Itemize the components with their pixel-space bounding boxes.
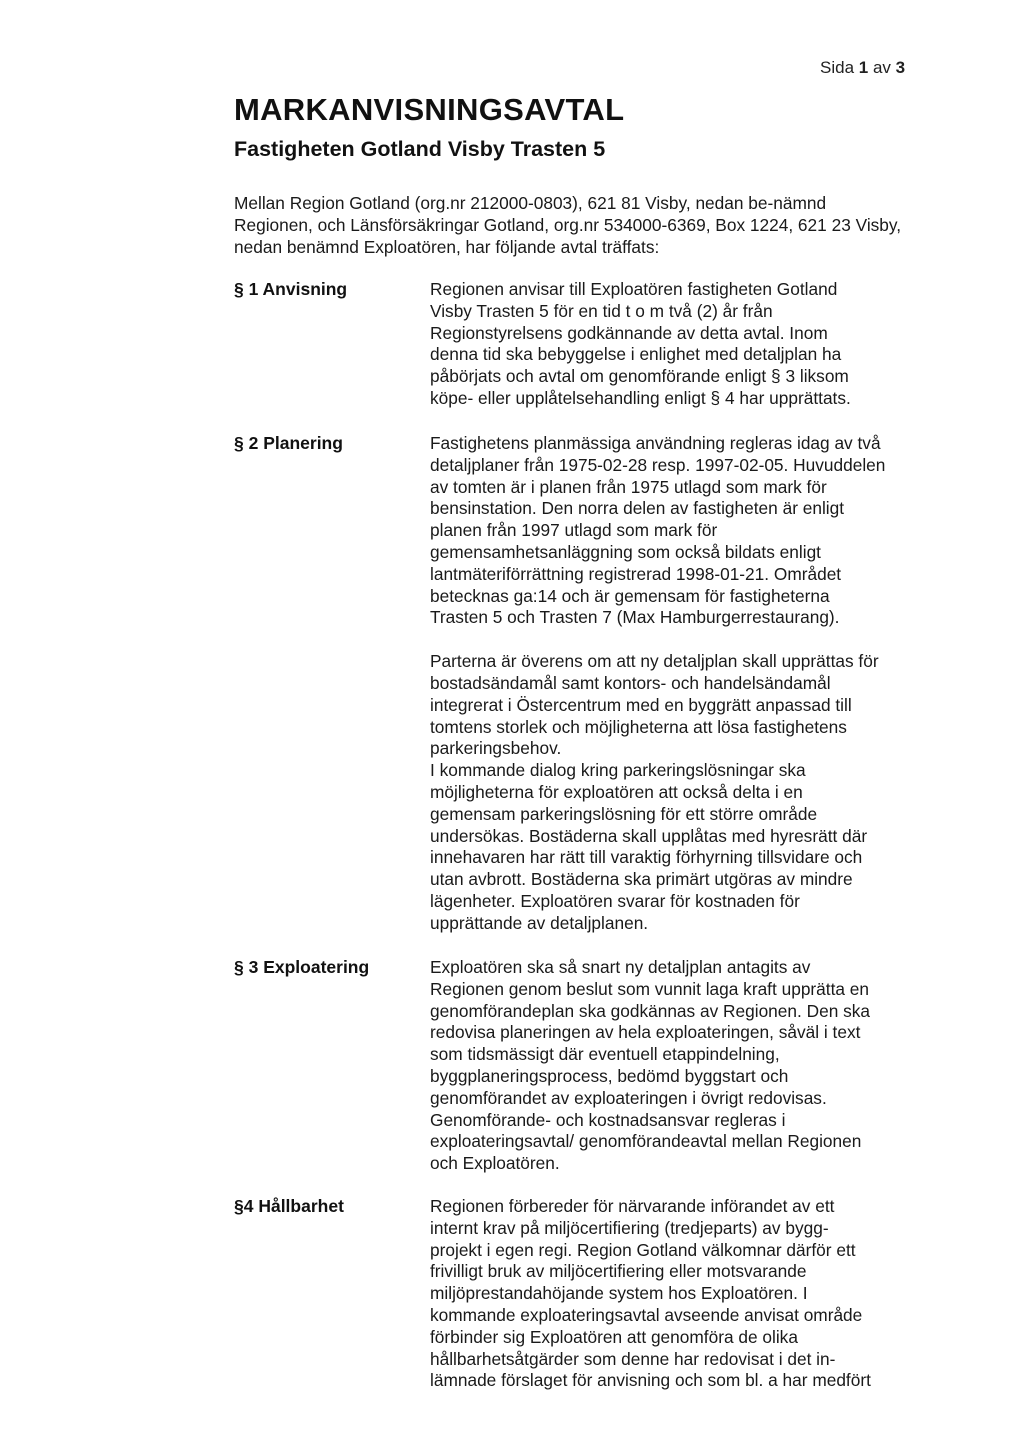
body-line: köpe- eller upplåtelsehandling enligt § 4 har upprättats.: [430, 387, 851, 408]
page-current: 1: [858, 58, 869, 77]
body-line: Fastighetens planmässiga användning regleras idag av två: [430, 433, 881, 453]
body-line: byggplaneringsprocess, bedömd byggstart och: [430, 1065, 789, 1086]
body-line: innehavaren har rätt till varaktig förhyrning tillsvidare och: [430, 847, 863, 868]
body-line: planen från 1997 utlagd som mark för: [430, 520, 718, 541]
body-line: denna tid ska bebyggelse i enlighet med detaljplan ha: [430, 344, 842, 365]
body-line: gemensamhetsanläggning som också bildats enligt: [430, 541, 821, 562]
body-line: upprättande av detaljplanen.: [430, 912, 649, 933]
body-line: påbörjats och avtal om genomförande enligt § 3 liksom: [430, 366, 849, 387]
document-subtitle: Fastigheten Gotland Visby Trasten 5: [234, 137, 606, 161]
body-line: detaljplaner från 1975-02-28 resp. 1997-02-05. Huvuddelen: [430, 454, 886, 475]
body-line: internt krav på miljöcertifiering (tredjeparts) av bygg-: [430, 1217, 829, 1238]
body-line: Regionen anvisar till Exploatören fastigheten Gotland: [430, 279, 838, 299]
body-line: utan avbrott. Bostäderna ska primärt utgöras av mindre: [430, 869, 853, 890]
body-line: Trasten 5 och Trasten 7 (Max Hamburgerrestaurang).: [430, 607, 840, 628]
body-line: genomförandeplan ska godkännas av Regionen. Den ska: [430, 1000, 871, 1021]
intro-paragraph: [234, 192, 904, 258]
section-paragraph: [430, 651, 935, 934]
intro-line: 23 Visby, nedan benämnd Exploatören, har följande avtal träffats:: [234, 215, 902, 257]
body-line: Regionen genom beslut som vunnit laga kraft upprätta en: [430, 978, 870, 999]
body-line: och Exploatören.: [430, 1153, 560, 1174]
page-prefix: Sida: [820, 58, 855, 77]
body-line: kommande exploateringsavtal avseende anvisat område: [430, 1304, 863, 1325]
document-title: MARKANVISNINGSAVTAL: [234, 92, 625, 127]
body-line: bensinstation. Den norra delen av fastigheten är enligt: [430, 498, 845, 519]
section-paragraph: [430, 1196, 935, 1392]
body-line: gemensam parkeringslösning för ett större område: [430, 803, 818, 824]
body-line: integrerat i Östercentrum med en byggrätt anpassad till: [430, 694, 852, 715]
body-line: genomförandet av exploateringen i övrigt redovisas.: [430, 1087, 827, 1108]
body-line: Genomförande- och kostnadsansvar regleras i: [430, 1109, 786, 1130]
body-line: betecknas ga:14 och är gemensam för fastigheterna: [430, 585, 830, 606]
body-line: exploateringsavtal/ genomförandeavtal mellan Regionen: [430, 1131, 862, 1152]
body-line: lägenheter. Exploatören svarar för kostnaden för: [430, 890, 800, 911]
body-line: miljöprestandahöjande system hos Exploatören. I: [430, 1283, 808, 1304]
section-1-body: [430, 279, 935, 410]
page-total: 3: [895, 58, 906, 77]
body-line: I kommande dialog kring parkeringslösningar ska: [430, 760, 806, 781]
section-4-body: [430, 1196, 935, 1392]
body-line: hållbarhetsåtgärder som denne har redovisat i det in-: [430, 1348, 836, 1369]
body-line: redovisa planeringen av hela exploateringen, såväl i text: [430, 1022, 861, 1043]
body-line: Regionstyrelsens godkännande av detta avtal. Inom: [430, 322, 828, 343]
section-4-label: §4 Hållbarhet: [234, 1196, 344, 1216]
section-2-label: § 2 Planering: [234, 433, 343, 453]
section-paragraph: [430, 279, 935, 410]
body-line: möjligheterna för exploatören att också delta i en: [430, 781, 803, 802]
section-paragraph: [430, 957, 935, 1175]
body-line: frivilligt bruk av miljöcertifiering eller motsvarande: [430, 1261, 807, 1282]
body-line: Regionen förbereder för närvarande införandet av ett: [430, 1196, 835, 1216]
body-line: Parterna är överens om att ny detaljplan skall upprättas för: [430, 651, 879, 672]
intro-line: Mellan Region Gotland (org.nr 212000-0803), 621 81 Visby, nedan be-nämnd: [234, 193, 827, 213]
page-separator: av: [872, 58, 891, 77]
intro-line: Regionen, och Länsförsäkringar Gotland, org.nr 534000-6369, Box 1224, 621: [234, 215, 827, 235]
body-line: undersökas. Bostäderna skall upplåtas med hyresrätt där: [430, 825, 868, 846]
section-3-label: § 3 Exploatering: [234, 957, 370, 977]
section-2-body: [430, 433, 935, 935]
body-line: förbinder sig Exploatören att genomföra de olika: [430, 1326, 798, 1347]
body-line: projekt i egen regi. Region Gotland välkomnar därför ett: [430, 1239, 856, 1260]
section-3-body: [430, 957, 935, 1175]
section-1-label: § 1 Anvisning: [234, 279, 348, 299]
body-line: parkeringsbehov.: [430, 738, 562, 759]
body-line: som tidsmässigt där eventuell etappindelning,: [430, 1044, 780, 1065]
page-number: [820, 58, 905, 78]
body-line: lantmäteriförrättning registrerad 1998-01-21. Området: [430, 563, 842, 584]
section-paragraph: [430, 433, 935, 629]
body-line: Exploatören ska så snart ny detaljplan antagits av: [430, 957, 811, 977]
body-line: bostadsändamål samt kontors- och handelsändamål: [430, 672, 831, 693]
body-line: av tomten är i planen från 1975 utlagd som mark för: [430, 476, 827, 497]
body-line: lämnade förslaget för anvisning och som bl. a har medfört: [430, 1370, 871, 1391]
body-line: tomtens storlek och möjligheterna att lösa fastighetens: [430, 716, 847, 737]
body-line: Visby Trasten 5 för en tid t o m två (2) år från: [430, 300, 773, 321]
